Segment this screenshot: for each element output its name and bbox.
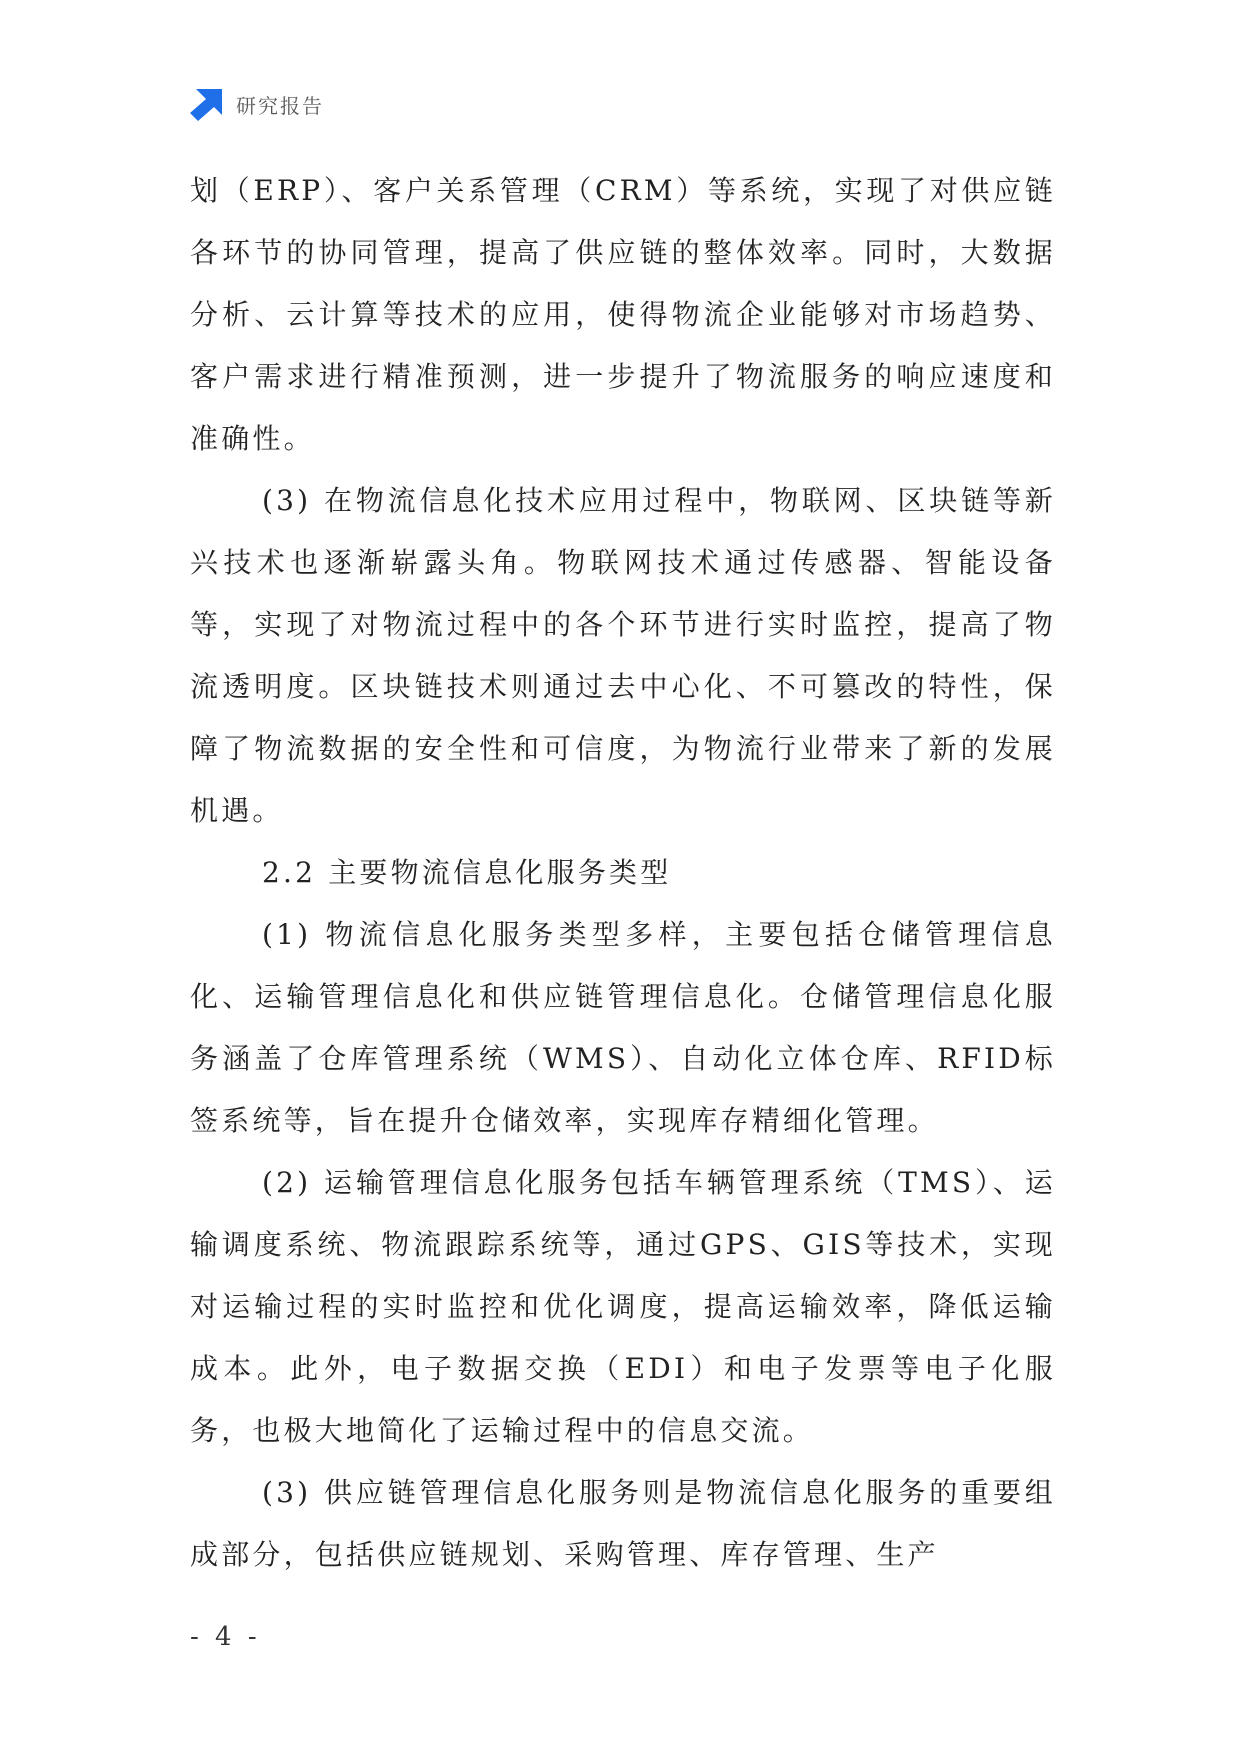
arrow-up-right-icon <box>190 87 224 121</box>
report-header <box>190 86 324 122</box>
paragraph-service-types: (1) 物流信息化服务类型多样，主要包括仓储管理信息化、运输管理信息化和供应链管理信息化。仓储管理信息化服务涵盖了仓库管理系统（WMS）、自动化立体仓库、RFID标签系统等，旨在提升仓储效率，实现库存精细化管理。 <box>190 918 1056 1137</box>
paragraph-emerging-tech: (3) 在物流信息化技术应用过程中，物联网、区块链等新兴技术也逐渐崭露头角。物联网技术通过传感器、智能设备等，实现了对物流过程中的各个环节进行实时监控，提高了物流透明度。区块链技术则通过去中心化、不可篡改的特性，保障了物流数据的安全性和可信度，为物流行业带来了新的发展机遇。 <box>190 484 1056 827</box>
paragraph-transport-services: (2) 运输管理信息化服务包括车辆管理系统（TMS）、运输调度系统、物流跟踪系统等，通过GPS、GIS等技术，实现对运输过程的实时监控和优化调度，提高运输效率，降低运输成本。此外，电子数据交换（EDI）和电子发票等电子化服务，也极大地简化了运输过程中的信息交流。 <box>190 1166 1056 1447</box>
paragraph-continued: 划（ERP）、客户关系管理（CRM）等系统，实现了对供应链各环节的协同管理，提高了供应链的整体效率。同时，大数据分析、云计算等技术的应用，使得物流企业能够对市场趋势、客户需求进行精准预测，进一步提升了物流服务的响应速度和准确性。 <box>190 174 1056 455</box>
page-number: - 4 - <box>190 1622 261 1652</box>
section-heading: 2.2 主要物流信息化服务类型 <box>262 856 672 889</box>
document-body <box>190 160 1056 1586</box>
paragraph-supply-chain-services: (3) 供应链管理信息化服务则是物流信息化服务的重要组成部分，包括供应链规划、采购管理、库存管理、生产 <box>190 1476 1056 1571</box>
header-title: 研究报告 <box>236 93 324 118</box>
